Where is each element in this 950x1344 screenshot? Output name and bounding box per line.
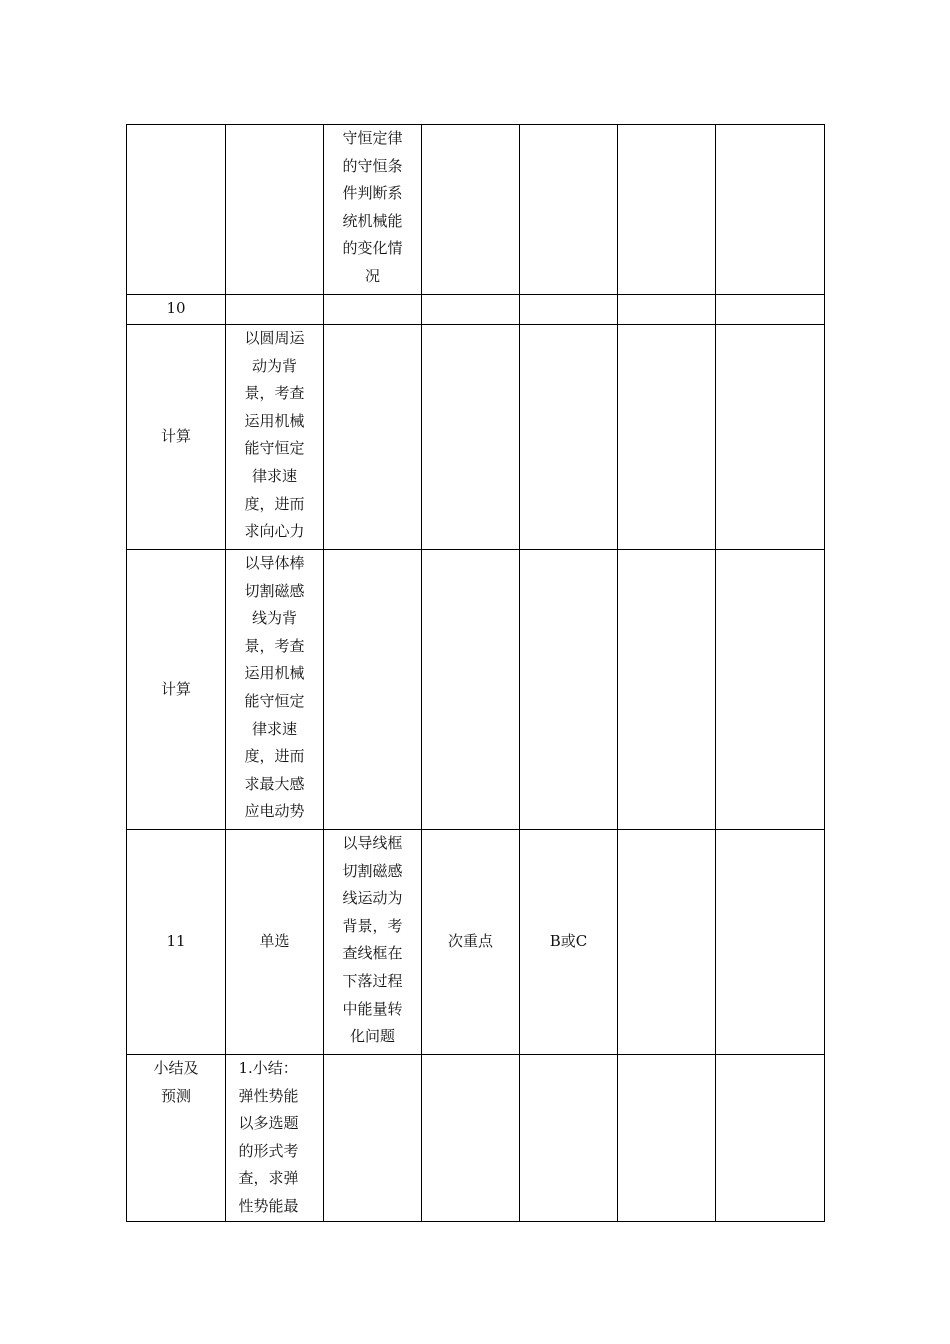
- cell: [716, 550, 825, 830]
- cell: [520, 1055, 618, 1222]
- table-row: [127, 325, 825, 550]
- cell: 10: [127, 295, 226, 325]
- cell: 计算: [127, 325, 226, 550]
- cell: [226, 125, 324, 295]
- cell: [422, 550, 520, 830]
- cell: [716, 325, 825, 550]
- table-row: [127, 295, 825, 325]
- cell: [618, 1055, 716, 1222]
- cell: [716, 1055, 825, 1222]
- cell: [618, 125, 716, 295]
- cell: [422, 125, 520, 295]
- cell: [520, 550, 618, 830]
- cell: [520, 295, 618, 325]
- table-row: [127, 550, 825, 830]
- cell: 守恒定律的守恒条件判断系统机械能的变化情况: [324, 125, 422, 295]
- cell: 计算: [127, 550, 226, 830]
- cell: 以导体棒切割磁感线为背景，考查运用机械能守恒定律求速度，进而求最大感应电动势: [226, 550, 324, 830]
- cell: [716, 295, 825, 325]
- cell: 以圆周运动为背景，考查运用机械能守恒定律求速度，进而求向心力: [226, 325, 324, 550]
- cell: B或C: [520, 830, 618, 1055]
- table-row: [127, 830, 825, 1055]
- cell: [520, 125, 618, 295]
- cell: [716, 125, 825, 295]
- cell: [422, 325, 520, 550]
- cell: [324, 550, 422, 830]
- cell: 次重点: [422, 830, 520, 1055]
- cell: [127, 125, 226, 295]
- cell: [618, 325, 716, 550]
- analysis-table: [126, 124, 825, 1222]
- cell: 1.小结：弹性势能以多选题的形式考查，求弹性势能最: [226, 1055, 324, 1222]
- table-row: [127, 125, 825, 295]
- cell: [324, 295, 422, 325]
- cell: 单选: [226, 830, 324, 1055]
- cell: 以导线框切割磁感线运动为背景，考查线框在下落过程中能量转化问题: [324, 830, 422, 1055]
- cell: 11: [127, 830, 226, 1055]
- cell: [716, 830, 825, 1055]
- cell: [226, 295, 324, 325]
- cell: [618, 550, 716, 830]
- cell: [324, 325, 422, 550]
- cell: [324, 1055, 422, 1222]
- cell: [422, 1055, 520, 1222]
- cell: [520, 325, 618, 550]
- cell: 小结及预测: [127, 1055, 226, 1222]
- table-row: [127, 1055, 825, 1222]
- cell: [422, 295, 520, 325]
- cell: [618, 830, 716, 1055]
- cell: [618, 295, 716, 325]
